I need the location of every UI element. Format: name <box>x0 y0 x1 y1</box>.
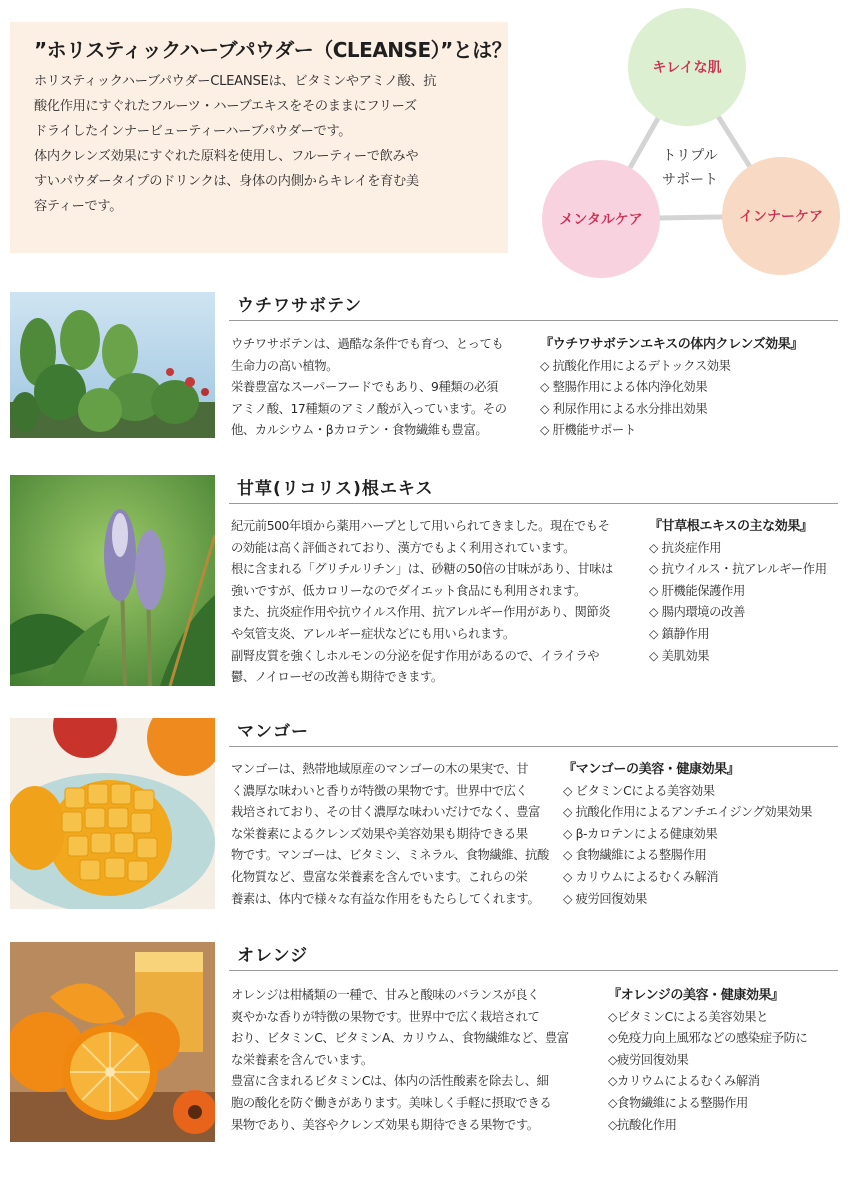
desc-line: 養素は、体内で様々な有益な作用をもたらしてくれます。 <box>231 891 540 906</box>
triple-center-line: サポート <box>662 172 718 188</box>
intro-line: 体内クレンズ効果にすぐれた原料を使用し、フルーティーで飲みや <box>34 149 419 164</box>
desc-line: 化物質など、豊富な栄養素を含んでいます。これらの栄 <box>231 869 528 884</box>
intro-line: ホリスティックハーブパウダーCLEANSEは、ビタミンやアミノ酸、抗 <box>34 74 437 89</box>
desc-line: な栄養素を含んでいます。 <box>231 1052 373 1067</box>
effect-item: ◇ β-カロテンによる健康効果 <box>563 826 718 841</box>
effect-item: ◇ 鎮静作用 <box>649 626 710 641</box>
section-divider <box>229 503 838 504</box>
effect-item: ◇免疫力向上風邪などの感染症予防に <box>608 1031 808 1046</box>
section-divider <box>229 970 838 971</box>
effect-item: ◇抗酸化作用 <box>608 1117 677 1132</box>
section-orange <box>0 942 850 1147</box>
desc-line: また、抗炎症作用や抗ウイルス作用、抗アレルギー作用があり、関節炎 <box>231 605 611 620</box>
desc-line: おり、ビタミンC、ビタミンA、カリウム、食物繊維など、豊富 <box>231 1031 569 1046</box>
desc-line: な栄養素によるクレンズ効果や美容効果も期待できる果 <box>231 826 528 841</box>
desc-line: の効能は高く評価されており、漢方でもよく利用されています。 <box>231 540 576 555</box>
effect-item: ◇ 抗炎症作用 <box>649 540 722 555</box>
effect-item: ◇ カリウムによるむくみ解消 <box>563 869 719 884</box>
intro-title: ”ホリスティックハーブパウダー（CLEANSE）”とは？ <box>34 38 512 62</box>
effects-list <box>649 516 827 667</box>
section-mango <box>0 718 850 913</box>
effect-item: ◇ 腸内環境の改善 <box>649 605 745 620</box>
effect-item: ◇ 肝機能サポート <box>540 423 636 438</box>
effect-item: ◇食物繊維による整腸作用 <box>608 1095 748 1110</box>
section-title: オレンジ <box>237 946 309 966</box>
section-title: ウチワサボテン <box>237 296 363 316</box>
section-description <box>231 334 531 442</box>
triple-support-label <box>640 144 740 192</box>
section-title: 甘草(リコリス)根エキス <box>237 479 434 499</box>
desc-line: 爽やかな香りが特徴の果物です。世界中で広く栽培されて <box>231 1009 540 1024</box>
effects-list <box>540 334 803 442</box>
effects-title: 『オレンジの美容・健康効果』 <box>608 988 784 1003</box>
desc-line: 豊富に含まれるビタミンCは、体内の活性酸素を除去し、細 <box>231 1074 549 1089</box>
effects-list <box>608 985 807 1136</box>
desc-line: 紀元前500年頃から薬用ハーブとして用いられてきました。現在でもそ <box>231 519 610 533</box>
effects-list <box>563 759 812 910</box>
effect-item: ◇カリウムによるむくみ解消 <box>608 1074 760 1089</box>
licorice-flower-photo <box>10 475 215 686</box>
desc-line: 果物であり、美容やクレンズ効果も期待できる果物です。 <box>231 1117 539 1132</box>
effect-item: ◇ ビタミンCによる美容効果 <box>563 783 715 798</box>
desc-line: や気管支炎、アレルギー症状などにも用いられます。 <box>231 626 515 641</box>
effects-title: 『ウチワサボテンエキスの体内クレンズ効果』 <box>540 337 803 352</box>
circle-mental-care: メンタルケア <box>542 160 660 278</box>
desc-line: ウチワサボテンは、過酷な条件でも育つ、とっても <box>231 337 504 351</box>
effect-item: ◇ 抗ウイルス・抗アレルギー作用 <box>649 562 827 577</box>
desc-line: 根に含まれる「グリチルリチン」は、砂糖の50倍の甘味があり、甘味は <box>231 562 613 577</box>
effect-item: ◇ 利尿作用による水分排出効果 <box>540 401 708 416</box>
desc-line: 栄養豊富なスーパーフードでもあり、9種類の必須 <box>231 380 498 395</box>
effects-title: 『マンゴーの美容・健康効果』 <box>563 762 740 777</box>
intro-line: ドライしたインナービューティーハーブパウダーです。 <box>34 124 352 139</box>
effect-item: ◇ 抗酸化作用によるアンチエイジング効果効果 <box>563 805 812 820</box>
desc-line: 栽培されており、その甘く濃厚な味わいだけでなく、豊富 <box>231 805 541 820</box>
desc-line: 胞の酸化を防ぐ働きがあります。美味しく手軽に摂取できる <box>231 1095 552 1110</box>
desc-line: 生命力の高い植物。 <box>231 358 339 373</box>
section-licorice <box>0 475 850 690</box>
effect-item: ◇ 整腸作用による体内浄化効果 <box>540 380 708 395</box>
desc-line: 物です。マンゴーは、ビタミン、ミネラル、食物繊維、抗酸 <box>231 848 549 863</box>
effect-item: ◇疲労回復効果 <box>608 1052 689 1067</box>
intro-line: すいパウダータイプのドリンクは、身体の内側からキレイを育む美 <box>34 174 419 189</box>
triple-center-line: トリプル <box>662 148 718 164</box>
triple-support-diagram <box>530 0 850 290</box>
intro-text <box>34 69 494 219</box>
effect-item: ◇ 食物繊維による整腸作用 <box>563 848 707 863</box>
circle-inner-care: インナーケア <box>722 157 840 275</box>
intro-box <box>10 22 512 253</box>
desc-line: 他、カルシウム・βカロテン・食物繊維も豊富。 <box>231 423 488 438</box>
circle-clean-skin: キレイな肌 <box>628 8 746 126</box>
effect-item: ◇ 抗酸化作用によるデトックス効果 <box>540 358 731 373</box>
section-cactus <box>0 292 850 442</box>
effects-title: 『甘草根エキスの主な効果』 <box>649 519 813 534</box>
section-description <box>231 985 599 1136</box>
section-title: マンゴー <box>237 722 309 742</box>
orange-photo <box>10 942 215 1142</box>
mango-photo <box>10 718 215 909</box>
section-divider <box>229 746 838 747</box>
desc-line: 強いですが、低カロリーなのでダイエット食品にも利用されます。 <box>231 583 586 598</box>
effect-item: ◇ 肝機能保護作用 <box>649 583 745 598</box>
desc-line: オレンジは柑橘類の一種で、甘みと酸味のバランスが良く <box>231 988 540 1002</box>
desc-line: く濃厚な味わいと香りが特徴の果物です。世界中で広く <box>231 783 528 798</box>
section-description <box>231 516 646 689</box>
effect-item: ◇ビタミンCによる美容効果と <box>608 1009 769 1024</box>
intro-line: 容ティーです。 <box>34 199 123 214</box>
desc-line: アミノ酸、17種類のアミノ酸が入っています。その <box>231 401 507 416</box>
section-description <box>231 759 561 910</box>
effect-item: ◇ 疲労回復効果 <box>563 891 647 906</box>
desc-line: 副腎皮質を強くしホルモンの分泌を促す作用があるので、イライラや <box>231 648 600 663</box>
effect-item: ◇ 美肌効果 <box>649 648 710 663</box>
desc-line: マンゴーは、熱帯地域原産のマンゴーの木の果実で、甘 <box>231 762 529 776</box>
cactus-photo <box>10 292 215 438</box>
section-divider <box>229 320 838 321</box>
intro-line: 酸化作用にすぐれたフルーツ・ハーブエキスをそのままにフリーズ <box>34 99 417 114</box>
desc-line: 鬱、ノイローゼの改善も期待できます。 <box>231 670 443 685</box>
